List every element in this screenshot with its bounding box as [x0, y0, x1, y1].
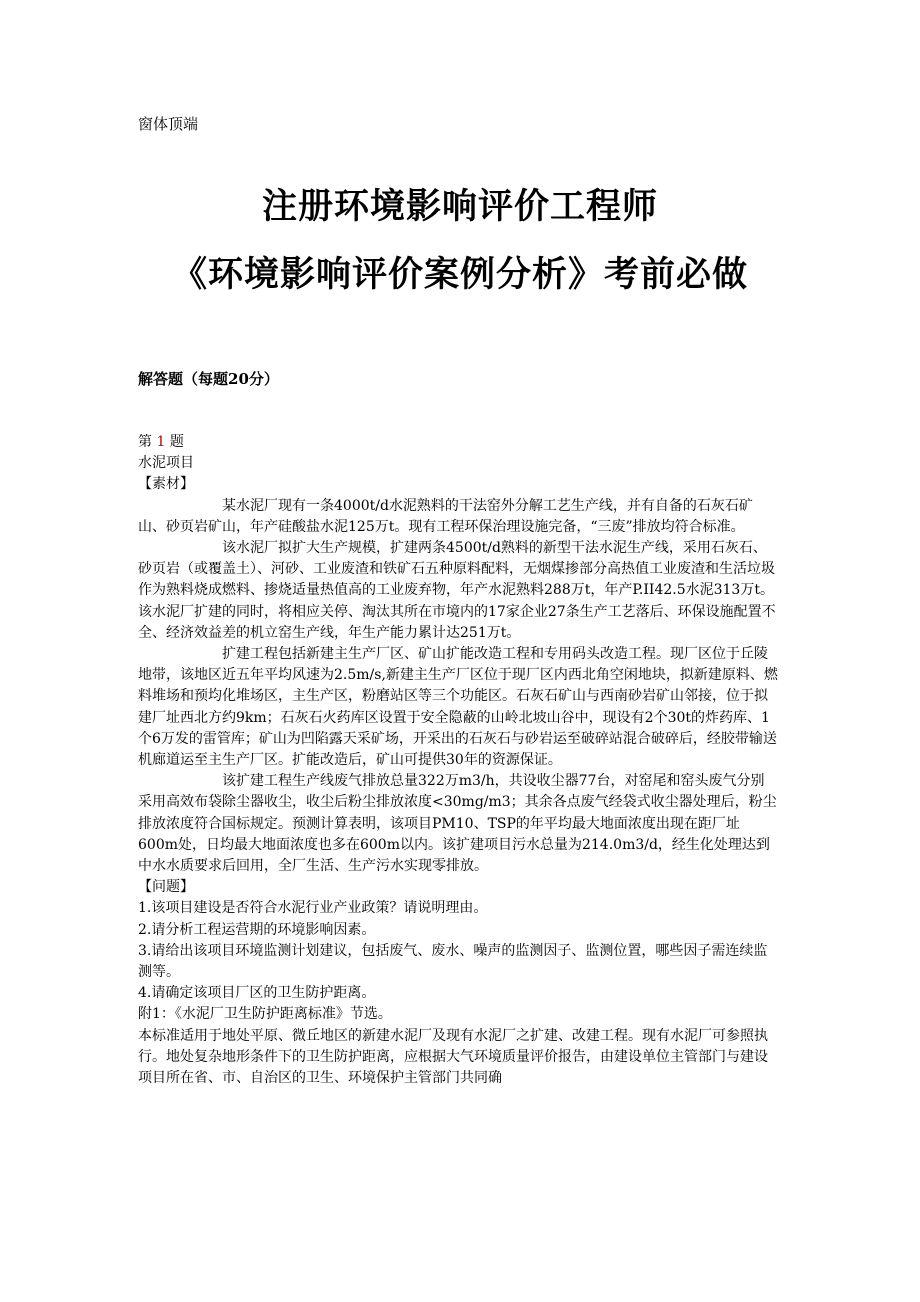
question-prefix: 第 [138, 434, 152, 450]
question-number: 1 [156, 434, 166, 450]
material-paragraph-2: 该水泥厂拟扩大生产规模，扩建两条4500t/d熟料的新型干法水泥生产线，采用石灰石、砂页岩（或覆盖土）、河砂、工业废渣和铁矿石五种原料配料，无烟煤掺部分高热值工业废渣和生活垃圾作为熟料烧成燃料、掺烧适量热值高的工业废弃物，年产水泥熟料288万t，年产P.II42.5水泥313万t。该水泥厂扩建的同时，将相应关停、淘汰其所在市境内的17家企业27条生产工艺落后、环保设施配置不全、经济效益差的机立窑生产线，年生产能力累计达251万t。 [138, 540, 776, 641]
project-name: 水泥项目 [138, 455, 194, 472]
document-title-line-1: 注册环境影响评价工程师 [261, 187, 658, 227]
form-top-marker: 窗体顶端 [138, 115, 199, 133]
material-label: 【素材】 [138, 476, 194, 493]
question-item-2: 2.请分析工程运营期的环境影响因素。 [138, 921, 376, 938]
question-item-3: 3.请给出该项目环境监测计划建议，包括废气、废水、噪声的监测因子、监测位置，哪些因子需连续监测等。 [138, 942, 768, 981]
question-body [138, 432, 778, 1089]
question-suffix: 题 [169, 434, 184, 450]
material-paragraph-4: 该扩建工程生产线废气排放总量322万m3/h，共设收尘器77台，对窑尾和窑头废气分别采用高效布袋除尘器收尘，收尘后粉尘排放浓度<30mg/m3；其余各点废气经袋式收尘器处理后，粉尘排放浓度符合国标规定。预测计算表明，该项目PM10、TSP的年平均最大地面浓度出现在距厂址600m处，日均最大地面浓度也多在600m以内。该扩建项目污水总量为214.0m3/d，经生化处理达到中水水质要求后回用，全厂生活、生产污水实现零排放。 [138, 773, 777, 875]
section-heading: 解答题（每题20分） [138, 370, 279, 388]
question-number-line [138, 432, 778, 453]
material-paragraph-1: 某水泥厂现有一条4000t/d水泥熟料的干法窑外分解工艺生产线，并有自备的石灰石矿山、砂页岩矿山，年产硅酸盐水泥125万t。现有工程环保治理设施完备，“三废”排放均符合标准。 [138, 497, 753, 535]
appendix-title: 附1：《水泥厂卫生防护距离标准》节选。 [138, 1006, 392, 1023]
question-item-1: 1.该项目建设是否符合水泥行业产业政策？请说明理由。 [138, 900, 488, 917]
material-paragraph-3: 扩建工程包括新建主生产厂区、矿山扩能改造工程和专用码头改造工程。现厂区位于丘陵地带，该地区近五年平均风速为2.5m/s,新建主生产厂区位于现厂区内西北角空闲地块，拟新建原料、燃料堆场和预均化堆场区，主生产区，粉磨站区等三个功能区。石灰石矿山与西南砂岩矿山邻接，位于拟建厂址西北方约9km；石灰石火药库区设置于安全隐蔽的山岭北坡山谷中，现设有2个30t的炸药库、1个6万发的雷管库；矿山为凹陷露天采矿场，开采出的石灰石与砂岩运至破碎站混合破碎后，经胶带输送机廊道运至主生产厂区。扩能改造后，矿山可提供30年的资源保证。 [138, 646, 778, 769]
appendix-text: 本标准适用于地处平原、微丘地区的新建水泥厂及现有水泥厂之扩建、改建工程。现有水泥厂可参照执行。地处复杂地形条件下的卫生防护距离，应根据大气环境质量评价报告，由建设单位主管部门与建设项目所在省、市、自治区的卫生、环境保护主管部门共同确 [138, 1027, 768, 1087]
document-title-line-2: 《环境影响评价案例分析》考前必做 [171, 255, 748, 295]
question-label: 【问题】 [138, 879, 194, 896]
question-item-4: 4.请确定该项目厂区的卫生防护距离。 [138, 985, 376, 1002]
